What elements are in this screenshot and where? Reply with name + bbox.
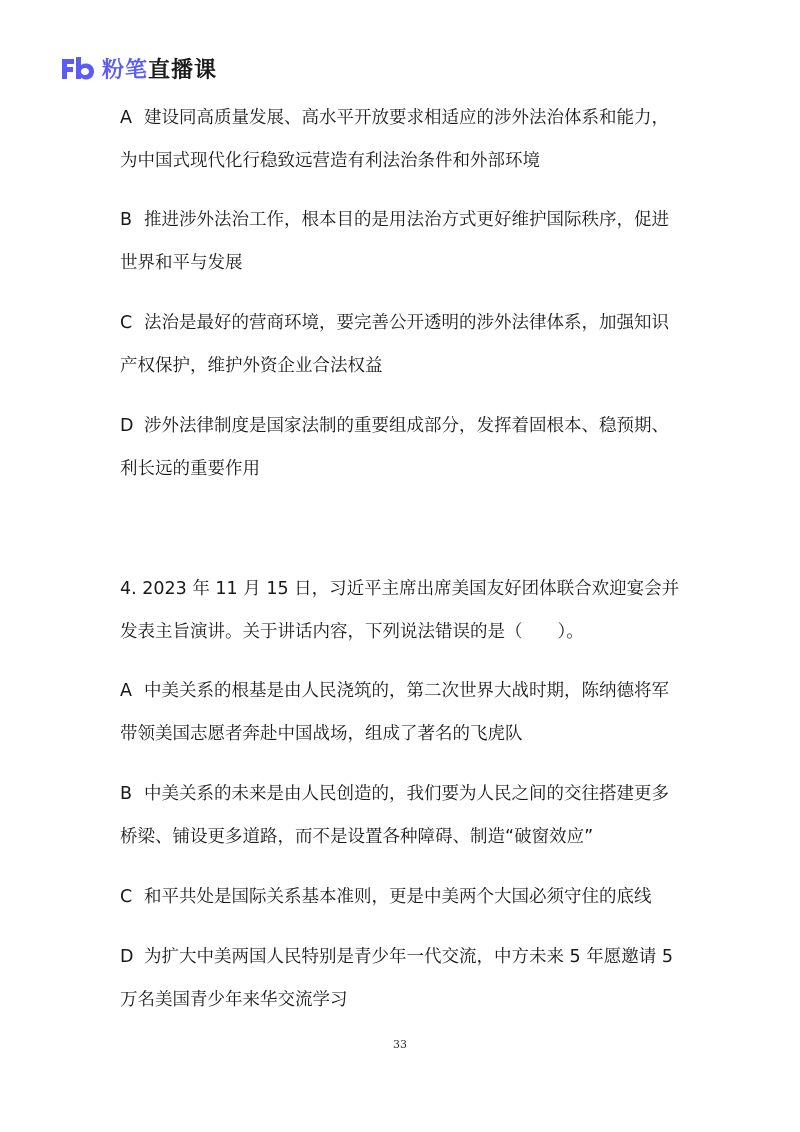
option-text: 推进涉外法治工作，根本目的是用法治方式更好维护国际秩序，促进世界和平与发展: [120, 210, 669, 273]
header: [60, 52, 217, 84]
option-letter: A: [120, 681, 132, 701]
prev-option-d: [120, 405, 685, 491]
prev-option-c: [120, 302, 685, 388]
q4-option-c: [120, 876, 685, 919]
option-letter: C: [120, 313, 133, 333]
q4-option-b: [120, 773, 685, 859]
fb-logo-icon: [60, 55, 96, 81]
option-text: 涉外法律制度是国家法制的重要组成部分，发挥着固根本、稳预期、利长远的重要作用: [120, 416, 669, 479]
option-letter: A: [120, 108, 132, 128]
option-text: 法治是最好的营商环境，要完善公开透明的涉外法律体系，加强知识产权保护，维护外资企业合法权益: [120, 313, 669, 376]
option-text: 为扩大中美两国人民特别是青少年一代交流，中方未来 5 年愿邀请 5 万名美国青少年来华交流学习: [120, 947, 673, 1010]
question-4-stem: 4. 2023 年 11 月 15 日，习近平主席出席美国友好团体联合欢迎宴会并发表主旨演讲。关于讲话内容，下列说法错误的是（ ）。: [120, 579, 680, 642]
q4-option-a: [120, 670, 685, 756]
option-letter: B: [120, 210, 133, 230]
brand-name: [102, 53, 217, 84]
page-number: 33: [393, 1038, 407, 1051]
option-letter: B: [120, 784, 133, 804]
option-text: 和平共处是国际关系基本准则，更是中美两个大国必须守住的底线: [144, 887, 652, 907]
option-text: 中美关系的根基是由人民浇筑的，第二次世界大战时期，陈纳德将军带领美国志愿者奔赴中国战场，组成了著名的飞虎队: [120, 681, 669, 744]
option-letter: D: [120, 416, 134, 436]
option-text: 中美关系的未来是由人民创造的，我们要为人民之间的交往搭建更多桥梁、铺设更多道路，而不是设置各种障碍、制造“破窗效应”: [120, 784, 669, 847]
prev-option-a: [120, 97, 685, 183]
option-letter: C: [120, 887, 133, 907]
brand-secondary: 直播课: [148, 57, 218, 83]
option-letter: D: [120, 947, 134, 967]
prev-option-b: [120, 199, 685, 285]
option-text: 建设同高质量发展、高水平开放要求相适应的涉外法治体系和能力，为中国式现代化行稳致远营造有利法治条件和外部环境: [120, 108, 669, 171]
q4-option-d: [120, 936, 685, 1022]
brand-primary: 粉笔: [102, 57, 149, 83]
